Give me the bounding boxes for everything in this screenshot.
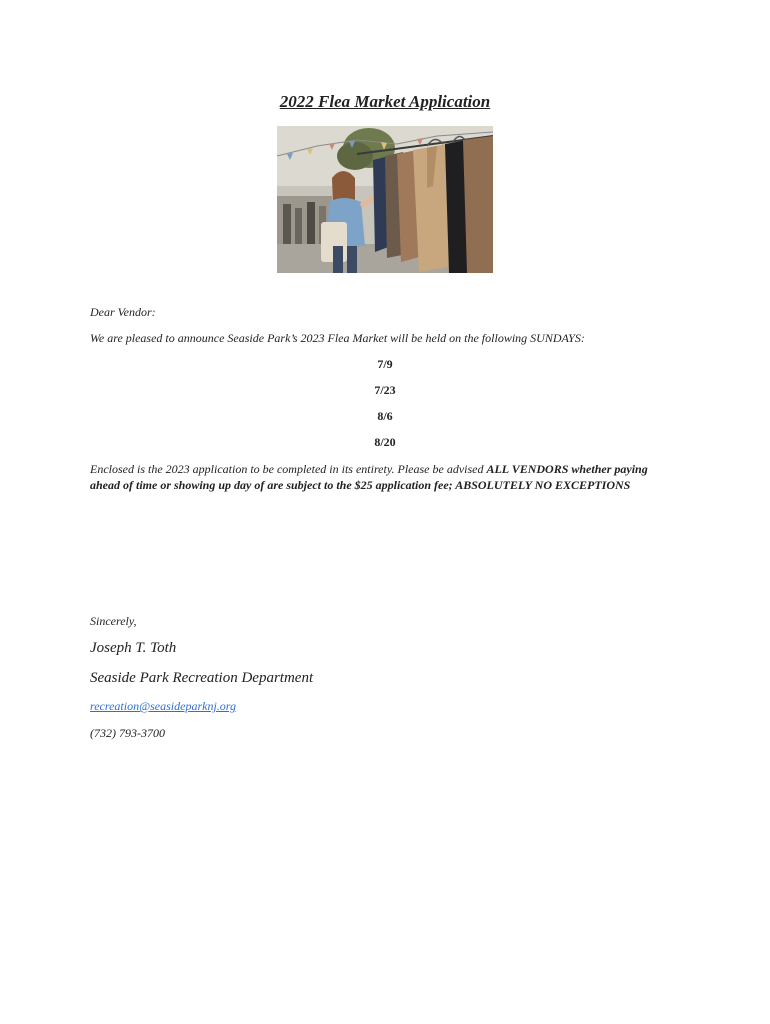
email-link[interactable]: recreation@seasideparknj.org [90, 699, 237, 713]
signer-name: Joseph T. Toth [90, 640, 177, 656]
phone-number: (732) 793-3700 [90, 726, 165, 740]
date-item: 7/9 [377, 357, 393, 371]
greeting: Dear Vendor: [90, 305, 156, 319]
notice-bold-text: ALL VENDORS whether paying ahead of time or showing up day of are subject to the $25 application fee; ABSOLUTELY NO EXCEPTIONS [90, 462, 648, 492]
signer-department: Seaside Park Recreation Department [90, 670, 314, 686]
application-fee-notice [90, 461, 660, 493]
closing: Sincerely, [90, 614, 137, 628]
page-title: 2022 Flea Market Application [279, 92, 491, 111]
date-item: 8/6 [377, 409, 393, 423]
flea-market-photo [277, 126, 493, 273]
date-item: 7/23 [374, 383, 396, 397]
notice-plain-text: Enclosed is the 2023 application to be completed in its entirety. Please be advised [90, 462, 487, 476]
announcement: We are pleased to announce Seaside Park’s 2023 Flea Market will be held on the following SUNDAYS: [90, 331, 585, 345]
date-item: 8/20 [374, 435, 396, 449]
